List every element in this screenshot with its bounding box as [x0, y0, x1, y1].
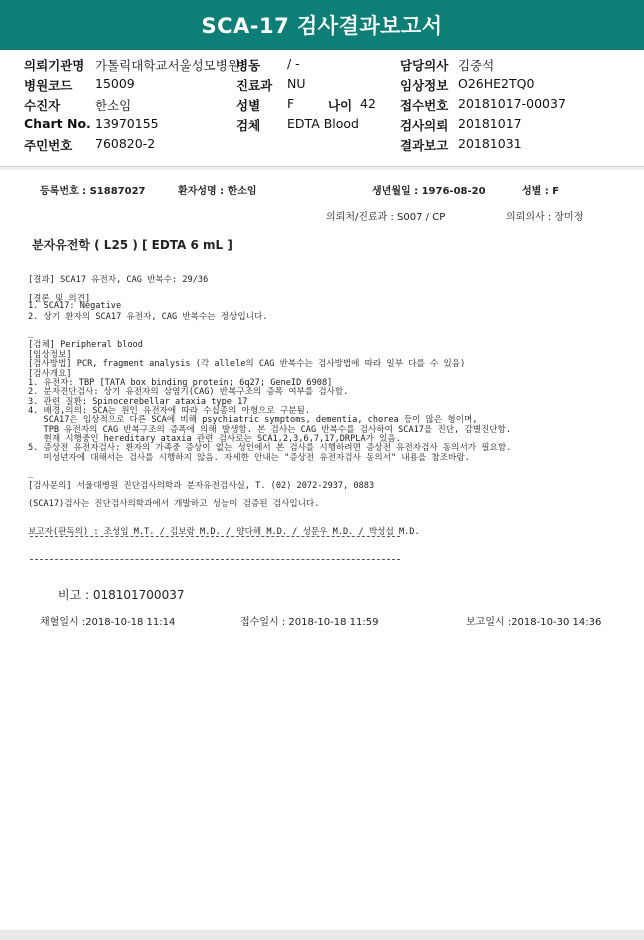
info-label: 임상정보 [400, 78, 449, 93]
report-document [0, 170, 644, 930]
info-value: 김중석 [458, 58, 495, 73]
report-line: 4. 배경,의의: SCA는 원인 유전자에 따라 수십종의 아형으로 구분됨. [28, 405, 311, 416]
report-line: 1. SCA17: Negative [28, 301, 122, 312]
report-line: [검사개요] [28, 368, 72, 379]
report-line: [검사문의] 서울대병원 진단검사의학과 분자유전검사실, T. (02) 2072-2937, 0883 [28, 480, 375, 491]
report-line: [검사방법] PCR, fragment analysis (각 allele의 CAG 반복수는 검사방법에 따라 일부 다를 수 있음) [28, 359, 466, 370]
report-line: TPB 유전자의 CAG 반복구조의 증폭에 의해 발생함. 본 검사는 CAG 반복수를 검사하여 SCA17을 진단, 감별진단함. [28, 424, 512, 435]
info-value: 한소임 [95, 98, 132, 113]
patient-sex: 성별 : F [522, 186, 560, 197]
info-value: / - [287, 56, 300, 71]
divider-bottom [30, 559, 400, 560]
report-line: 2. 분자진단검사: 상기 유전자의 삼염기(CAG) 반복구조의 증폭 여부를 검사함. [28, 387, 349, 398]
collection-time: 채혈일시 :2018-10-18 11:14 [40, 617, 176, 628]
birth-date: 생년월일 : 1976-08-20 [372, 186, 486, 197]
report-line: [결론 및 의견] [28, 293, 91, 304]
report-line: 2. 상기 환자의 SCA17 유전자, CAG 반복수는 정상입니다. [28, 312, 268, 323]
report-line: 3. 관련 질환: Spinocerebellar ataxia type 17 [28, 396, 248, 407]
report-line: _ [28, 329, 34, 340]
info-value: O26HE2TQ0 [458, 76, 535, 91]
report-line: SCA17은 임상적으로 다른 SCA에 비해 psychiatric symptoms, dementia, chorea 등이 많은 형이며, [28, 415, 478, 426]
info-label: 병동 [236, 58, 261, 73]
info-value: 760820-2 [95, 136, 156, 151]
info-label: 의뢰기관명 [24, 58, 85, 73]
report-line: [검체] Peripheral blood [28, 340, 143, 351]
receipt-time: 접수일시 : 2018-10-18 11:59 [240, 617, 379, 628]
age-label: 나이 [328, 98, 353, 113]
info-value: 가톨릭대학교서울성모병원 [95, 58, 240, 73]
info-label: 결과보고 [400, 138, 449, 153]
info-value: NU [287, 76, 306, 91]
patient-info-panel [0, 50, 644, 167]
registration-number: 등록번호 : S1887027 [40, 186, 146, 197]
report-line: [결과] SCA17 유전자, CAG 반복수: 29/36 [28, 275, 209, 285]
report-line: 5. 증상전 유전자검사: 환자의 가족중 증상이 없는 성인에서 본 검사를 시행하려면 증상전 유전자검사 동의서가 필요함. [28, 443, 512, 454]
info-value: 20181031 [458, 136, 522, 151]
report-line: 보고자(판독의) : 조성임 M.T. / 김보람 M.D. / 양다해 M.D. / 성문우 M.D. / 박성섭 M.D. [28, 527, 420, 538]
info-label: 검사의뢰 [400, 118, 449, 133]
requesting-doctor: 의뢰의사 : 장미정 [506, 212, 584, 223]
section-heading: 분자유전학 ( L25 ) [ EDTA 6 mL ] [32, 238, 233, 252]
info-label: 수진자 [24, 98, 61, 113]
report-title: SCA-17 검사결과보고서 [0, 0, 644, 50]
info-label: 접수번호 [400, 98, 449, 113]
info-label: 성별 [236, 98, 261, 113]
report-line: [임상정보] [28, 349, 72, 360]
report-time: 보고일시 :2018-10-30 14:36 [466, 617, 602, 628]
report-line: 1. 유전자: TBP [TATA box binding protein; 6q27; GeneID 6908] [28, 377, 333, 388]
patient-name: 환자성명 : 한소임 [178, 186, 257, 197]
note: 비고 : 018101700037 [58, 588, 185, 602]
info-label: 병원코드 [24, 78, 73, 93]
report-line: 현재 시행중인 hereditary ataxia 관련 검사로는 SCA1,2,3,6,7,17,DRPLA가 있음. [28, 433, 401, 444]
divider-top [30, 536, 400, 537]
age-value: 42 [360, 96, 376, 111]
info-value: 20181017-00037 [458, 96, 566, 111]
info-value: 15009 [95, 76, 135, 91]
info-value: EDTA Blood [287, 116, 359, 131]
info-label: Chart No. [24, 116, 91, 131]
page-footer-band [0, 930, 644, 940]
info-label: 담당의사 [400, 58, 449, 73]
info-label: 검체 [236, 118, 261, 133]
report-line: 미성년자에 대해서는 검사를 시행하지 않음. 자세한 안내는 "증상전 유전자검사 동의서" 내용을 참조바람. [28, 452, 470, 463]
info-label: 주민번호 [24, 138, 73, 153]
info-label: 진료과 [236, 78, 273, 93]
report-line: _ [28, 469, 34, 480]
requesting-dept: 의뢰처/진료과 : S007 / CP [326, 212, 446, 223]
info-value: 13970155 [95, 116, 159, 131]
info-value: F [287, 96, 295, 111]
report-line: (SCA17)검사는 진단검사의학과에서 개발하고 성능이 검증된 검사입니다. [28, 499, 320, 510]
info-value: 20181017 [458, 116, 522, 131]
